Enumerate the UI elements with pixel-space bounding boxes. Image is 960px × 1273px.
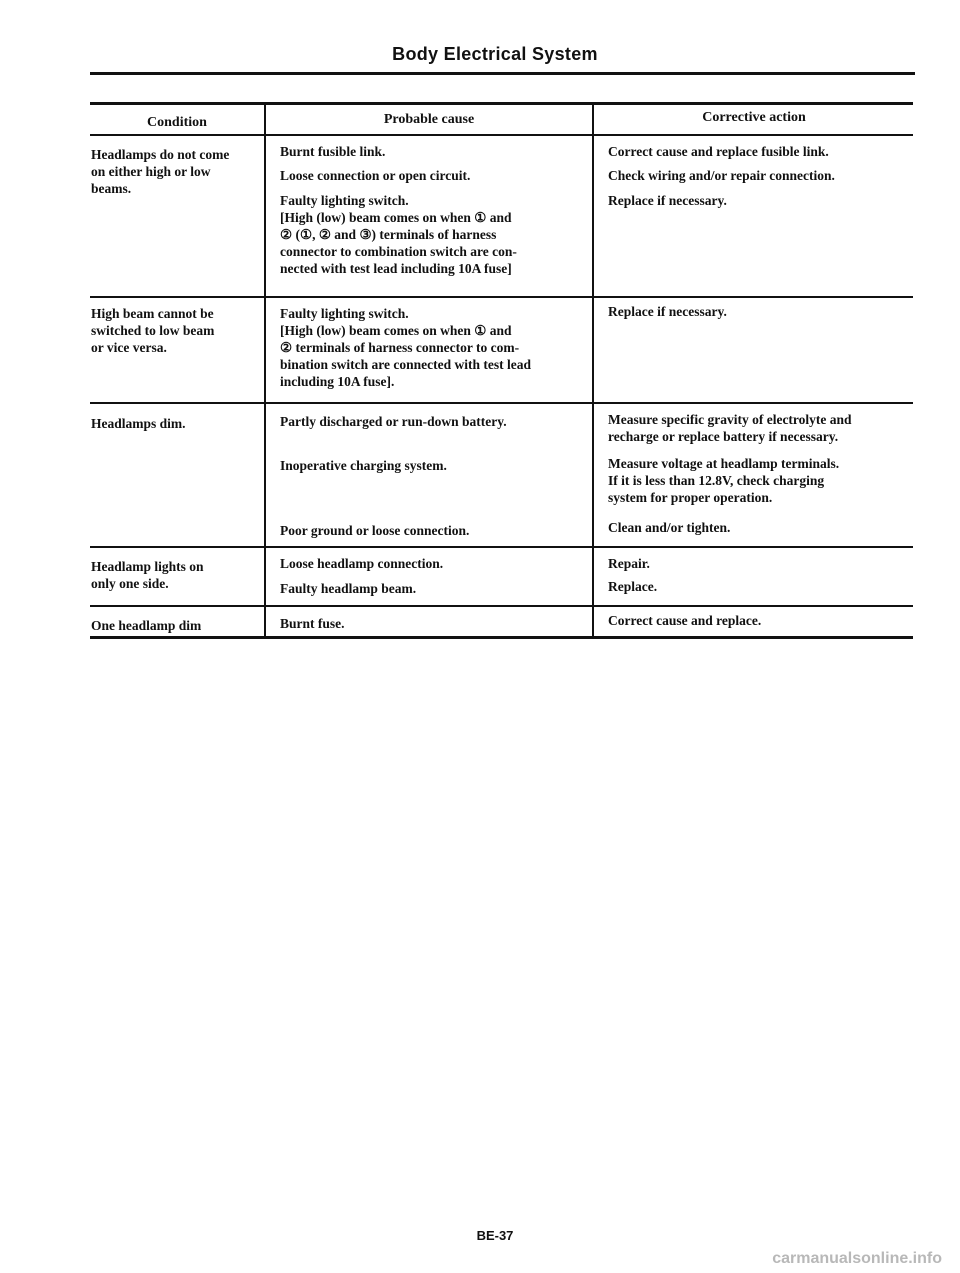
table-bottom-rule xyxy=(90,636,913,639)
action-cell: Correct cause and replace. xyxy=(608,613,762,628)
cause-cell: Loose headlamp connection. xyxy=(280,556,444,571)
header-corrective-action: Corrective action xyxy=(702,110,806,125)
cause-cell: Faulty headlamp beam. xyxy=(280,581,417,596)
header-bottom-rule xyxy=(90,134,913,136)
watermark: carmanualsonline.info xyxy=(772,1250,942,1267)
header-probable-cause: Probable cause xyxy=(383,112,475,127)
cause-cell: Poor ground or loose connection. xyxy=(280,523,470,538)
row-divider xyxy=(90,546,913,548)
action-cell: Measure voltage at headlamp terminals. If it is less than 12.8V, check charging system for proper operation. xyxy=(608,456,840,505)
header-rule xyxy=(90,72,915,75)
page-title: Body Electrical System xyxy=(392,44,598,64)
row-divider xyxy=(90,605,913,607)
header-condition: Condition xyxy=(147,115,207,130)
action-cell: Check wiring and/or repair connection. xyxy=(608,168,835,183)
cause-cell: Faulty lighting switch. [High (low) beam comes on when ① and ② terminals of harness connector to com- bination switch are connected with test lead including 10A fuse]. xyxy=(280,306,531,389)
condition-cell: High beam cannot be switched to low beam or vice versa. xyxy=(91,306,215,355)
action-cell: Clean and/or tighten. xyxy=(608,520,731,535)
cause-cell: Partly discharged or run-down battery. xyxy=(280,414,507,429)
table-top-rule xyxy=(90,102,913,105)
action-cell: Measure specific gravity of electrolyte and recharge or replace battery if necessary. xyxy=(608,412,852,444)
cause-cell: Burnt fuse. xyxy=(280,616,345,631)
page-number: BE-37 xyxy=(476,1228,514,1243)
condition-cell: Headlamps do not come on either high or low beams. xyxy=(91,147,230,196)
cause-cell: Faulty lighting switch. [High (low) beam comes on when ① and ② (①, ② and ③) terminals of harness connector to combination switch are con- nected with test lead including 10A fuse] xyxy=(280,193,517,276)
action-cell: Replace. xyxy=(608,579,658,594)
cause-cell: Burnt fusible link. xyxy=(280,144,386,159)
action-cell: Replace if necessary. xyxy=(608,304,727,319)
condition-cell: Headlamps dim. xyxy=(91,416,186,431)
action-cell: Repair. xyxy=(608,556,650,571)
condition-cell: One headlamp dim xyxy=(91,618,202,633)
row-divider xyxy=(90,402,913,404)
cause-cell: Loose connection or open circuit. xyxy=(280,168,471,183)
action-cell: Replace if necessary. xyxy=(608,193,727,208)
column-divider xyxy=(592,102,594,638)
row-divider xyxy=(90,296,913,298)
cause-cell: Inoperative charging system. xyxy=(280,458,447,473)
action-cell: Correct cause and replace fusible link. xyxy=(608,144,829,159)
column-divider xyxy=(264,102,266,638)
condition-cell: Headlamp lights on only one side. xyxy=(91,559,204,591)
